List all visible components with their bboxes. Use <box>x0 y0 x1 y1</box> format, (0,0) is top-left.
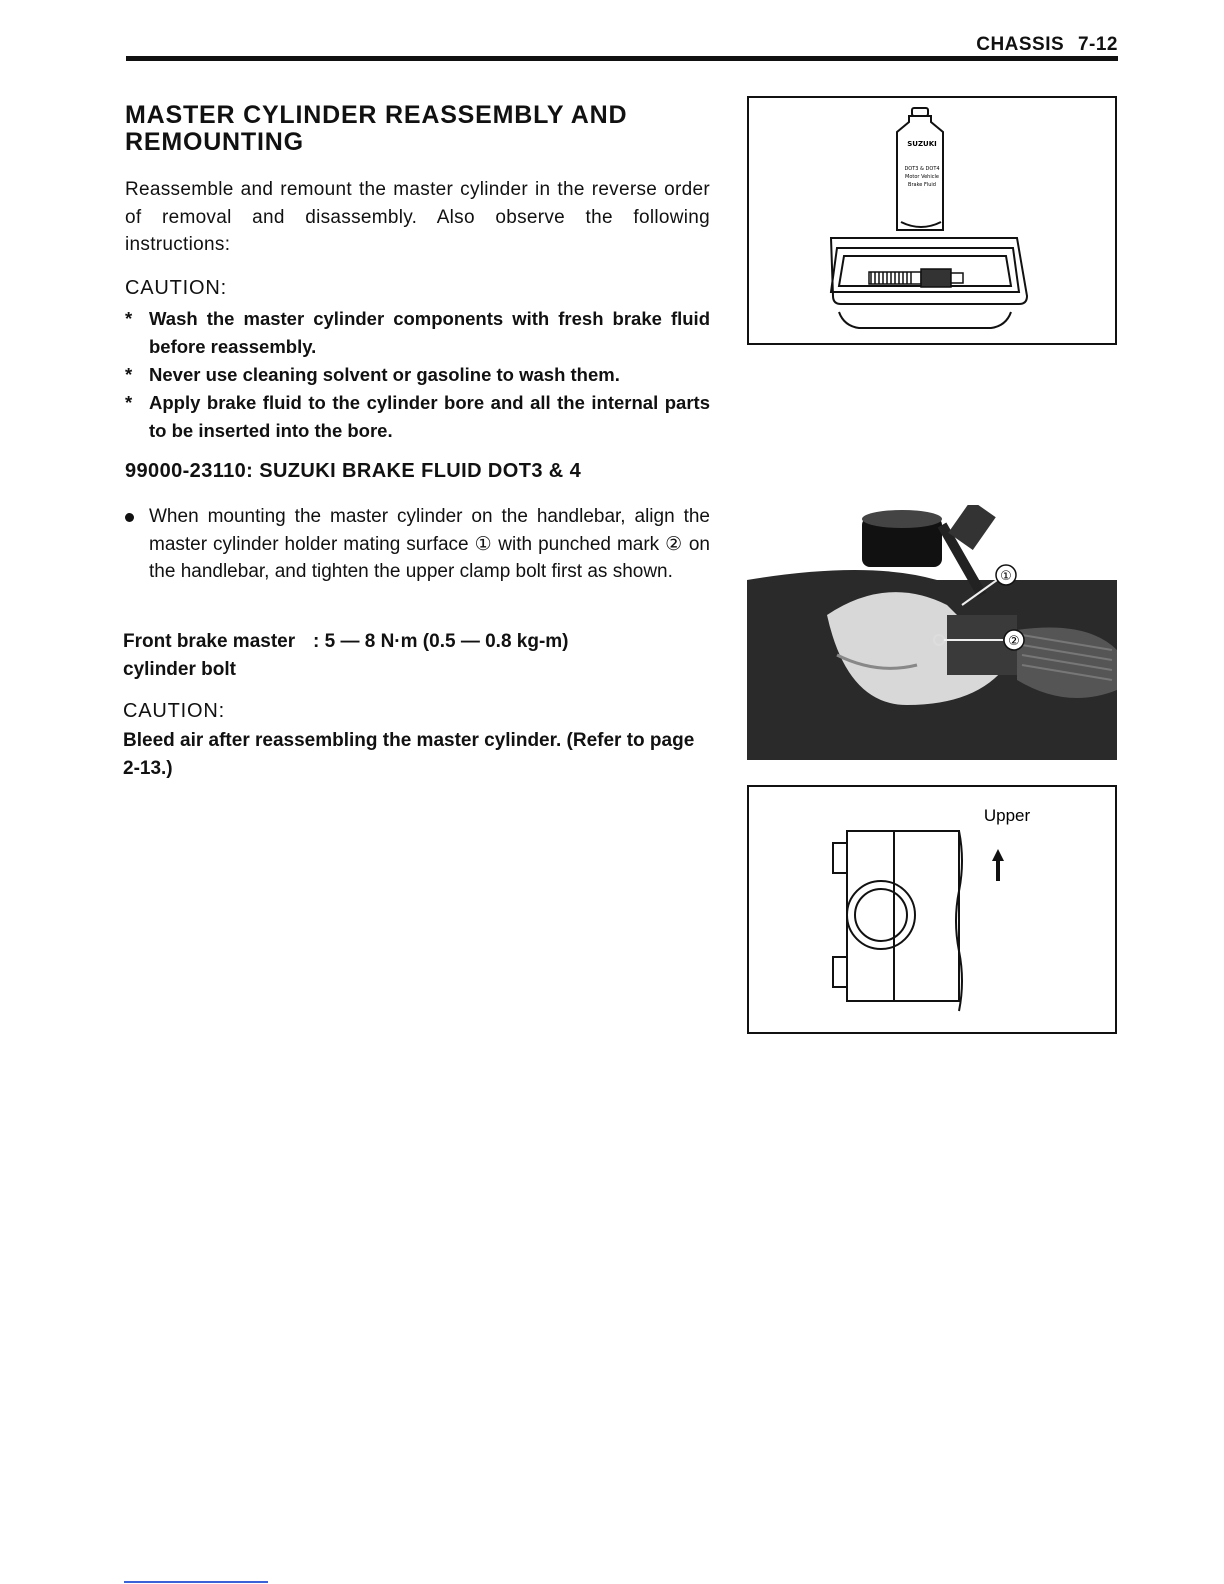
mounting-instruction-text: When mounting the master cylinder on the handlebar, align the master cylinder holder mating surface ① with punched mark ② on the handlebar, and tighten the upper clamp bolt first as shown. <box>149 506 710 582</box>
brake-fluid-figure <box>747 96 1117 345</box>
torque-spec <box>123 628 569 684</box>
handlebar-photo-illustration <box>747 505 1117 760</box>
intro-paragraph: Reassemble and remount the master cylinder in the reverse order of removal and disassembly. Also observe the following instructions: <box>125 179 710 255</box>
handlebar-photo <box>747 505 1117 760</box>
page-header <box>976 34 1118 56</box>
section-title-line-2: REMOUNTING <box>125 128 304 156</box>
brake-fluid-illustration <box>749 98 1115 343</box>
caution-item <box>125 389 710 445</box>
brake-fluid-part-number: 99000-23110: SUZUKI BRAKE FLUID DOT3 & 4 <box>125 460 582 482</box>
callout-1: ① <box>1000 569 1012 584</box>
clamp-diagram-illustration <box>749 787 1115 1032</box>
bullet-dot <box>125 513 134 522</box>
mounting-instruction <box>125 503 710 586</box>
caution-bleed-text: Bleed air after reassembling the master cylinder. (Refer to page 2-13.) <box>123 730 695 779</box>
header-section-label: CHASSIS <box>976 34 1065 55</box>
bottle-label-line: Motor Vehicle <box>905 174 939 180</box>
caution-item-text: Apply brake fluid to the cylinder bore and all the internal parts to be inserted into the bore. <box>149 392 710 441</box>
section-title-line-1: MASTER CYLINDER REASSEMBLY AND <box>125 101 628 129</box>
callout-2: ② <box>1008 634 1020 649</box>
bottle-label-line: Brake Fluid <box>908 182 936 188</box>
caution-label-2: CAUTION: <box>123 700 225 722</box>
caution-list <box>125 305 710 445</box>
caution-item <box>125 361 710 389</box>
caution-asterisk: * <box>125 364 133 385</box>
caution-label: CAUTION: <box>125 277 227 299</box>
torque-item-name-line-2: cylinder bolt <box>123 659 236 680</box>
upper-label: Upper <box>983 806 1031 825</box>
caution-asterisk: * <box>125 392 133 413</box>
bottle-label-line: SUZUKI <box>907 140 937 148</box>
caution-item <box>125 305 710 361</box>
header-rule <box>126 56 1118 61</box>
clamp-diagram <box>747 785 1117 1034</box>
caution-item-text: Never use cleaning solvent or gasoline to wash them. <box>149 364 620 385</box>
clamp-outline <box>833 831 962 1011</box>
bottle-label-line: DOT3 & DOT4 <box>904 166 940 172</box>
caution-asterisk: * <box>125 308 133 329</box>
header-page-number: 7-12 <box>1077 34 1118 55</box>
torque-item-name: Front brake master <box>123 631 296 652</box>
piston-part <box>869 269 963 287</box>
caution-item-text: Wash the master cylinder components with fresh brake fluid before reassembly. <box>149 308 710 357</box>
torque-value: : 5 — 8 N·m (0.5 — 0.8 kg-m) <box>313 631 569 652</box>
up-arrow-icon <box>992 849 1004 881</box>
footer-link-underline <box>124 1581 268 1583</box>
section-title <box>125 102 725 156</box>
